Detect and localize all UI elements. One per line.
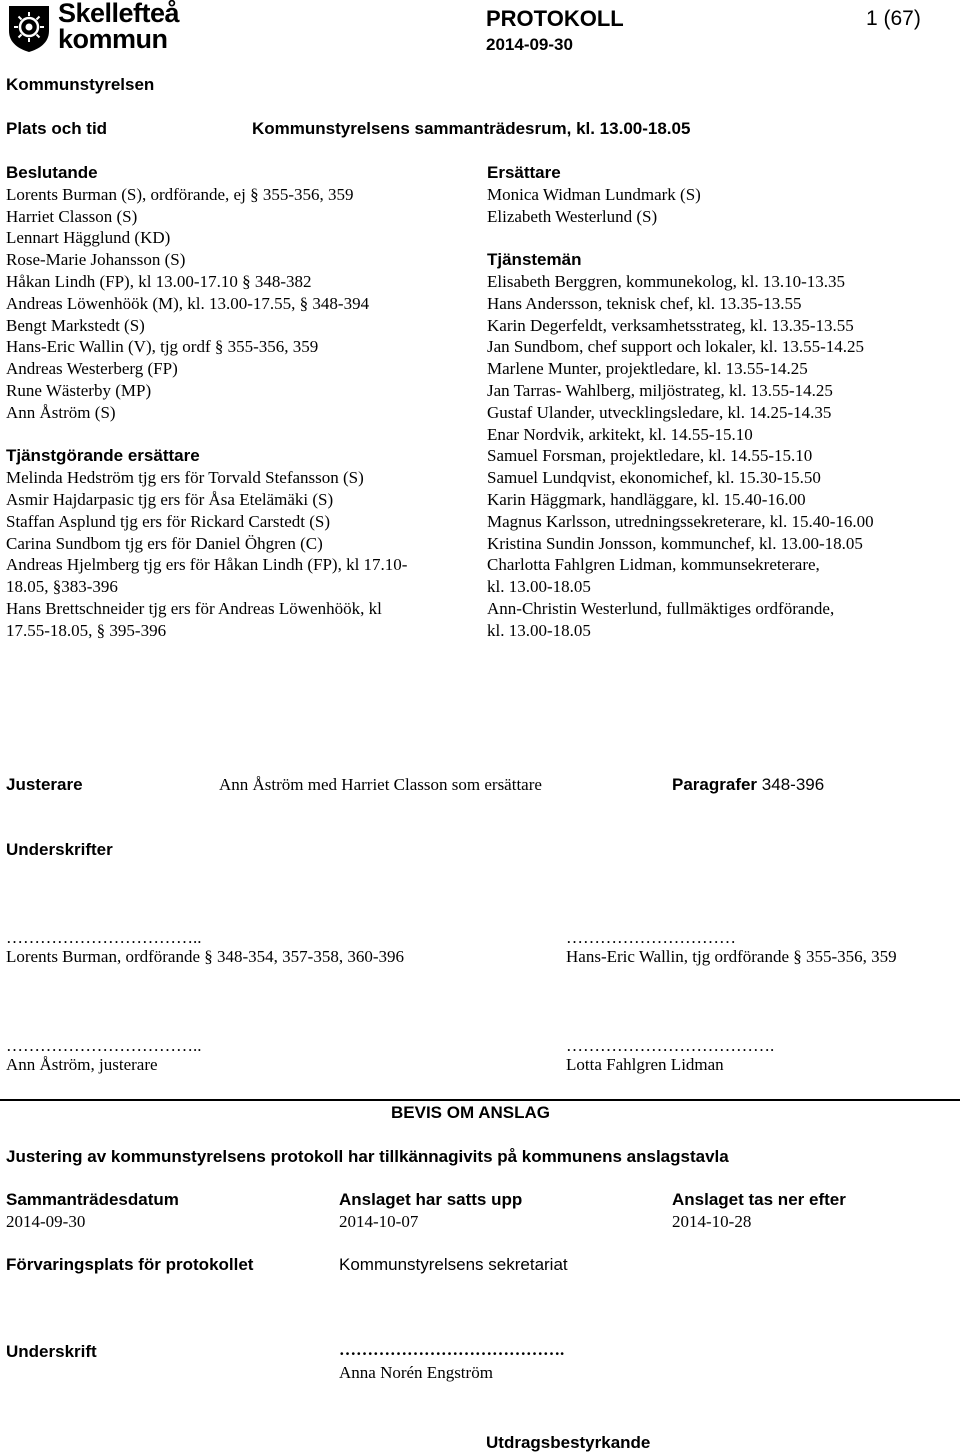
list-item: Karin Häggmark, handläggare, kl. 15.40-16.00: [487, 489, 806, 509]
substitutes-list: [487, 184, 874, 228]
paragraphs-label: Paragrafer: [672, 775, 758, 794]
list-item: Andreas Hjelmberg tjg ers för Håkan Lindh (FP), kl 17.10-: [6, 555, 408, 575]
list-item: Hans Andersson, teknisk chef, kl. 13.35-13.55: [487, 293, 802, 313]
signature-line: ……………………………..: [6, 1036, 202, 1055]
left-column: [6, 162, 407, 642]
doc-type: PROTOKOLL: [486, 6, 624, 31]
list-item: kl. 13.00-18.05: [487, 577, 591, 597]
section-divider: [0, 1099, 960, 1101]
signature-line: ……………………………….: [566, 1036, 775, 1055]
storage-value: Kommunstyrelsens sekretariat: [339, 1255, 568, 1274]
storage-label: Förvaringsplats för protokollet: [6, 1255, 254, 1274]
list-item: Monica Widman Lundmark (S): [487, 184, 701, 204]
notice-statement: Justering av kommunstyrelsens protokoll har tillkännagivits på kommunens anslagstavla: [6, 1147, 729, 1166]
list-item: Kristina Sundin Jonsson, kommunchef, kl. 13.00-18.05: [487, 533, 863, 553]
footer-extract-certification: Utdragsbestyrkande: [486, 1433, 651, 1452]
list-item: Rose-Marie Johansson (S): [6, 250, 186, 270]
list-item: kl. 13.00-18.05: [487, 620, 591, 640]
doc-date: 2014-09-30: [486, 35, 573, 54]
substitutes-heading: Ersättare: [487, 163, 561, 182]
signature-name-chair: Lorents Burman, ordförande § 348-354, 357-358, 360-396: [6, 947, 405, 966]
list-item: Jan Sundbom, chef support och lokaler, kl. 13.55-14.25: [487, 337, 865, 357]
paragraphs-value: 348-396: [761, 775, 825, 794]
list-item: Andreas Löwenhöök (M), kl. 13.00-17.55, § 348-394: [6, 293, 370, 313]
list-item: Elizabeth Westerlund (S): [487, 206, 658, 226]
list-item: Ann-Christin Westerlund, fullmäktiges ordförande,: [487, 598, 835, 618]
list-item: Andreas Westerberg (FP): [6, 359, 178, 379]
list-item: Charlotta Fahlgren Lidman, kommunsekreterare,: [487, 555, 820, 575]
signature-name-acting-chair: Hans-Eric Wallin, tjg ordförande § 355-356, 359: [566, 947, 897, 966]
list-item: Magnus Karlsson, utredningssekreterare, kl. 15.40-16.00: [487, 511, 874, 531]
skelleftea-kommun-logo: [6, 0, 196, 54]
list-item: Marlene Munter, projektledare, kl. 13.55-14.25: [487, 359, 808, 379]
notice-heading: BEVIS OM ANSLAG: [391, 1103, 550, 1122]
officials-list: [487, 271, 874, 642]
decisive-heading: Beslutande: [6, 163, 98, 182]
signature-name-adjuster: Ann Åström, justerare: [6, 1055, 158, 1074]
list-item: Asmir Hajdarpasic tjg ers för Åsa Etelämäki (S): [6, 489, 334, 509]
decisive-list: [6, 184, 407, 424]
list-item: Samuel Lundqvist, ekonomichef, kl. 15.30-15.50: [487, 468, 821, 488]
list-item: Rune Wästerby (MP): [6, 380, 152, 400]
list-item: Melinda Hedström tjg ers för Torvald Stefansson (S): [6, 468, 364, 488]
signature-line: ……………………………..: [6, 928, 202, 947]
logo-text-kommun: kommun: [58, 24, 168, 54]
list-item: Bengt Markstedt (S): [6, 315, 145, 335]
serving-substitutes-list: [6, 467, 407, 641]
right-column: [487, 162, 874, 642]
list-item: Karin Degerfeldt, verksamhetsstrateg, kl. 13.35-13.55: [487, 315, 854, 335]
logo-text-skelleftea: Skellefteå: [58, 0, 180, 28]
meeting-date-value: 2014-09-30: [6, 1212, 86, 1231]
signature-line: …………………………: [566, 928, 736, 947]
list-item: Hans-Eric Wallin (V), tjg ordf § 355-356, 359: [6, 337, 319, 357]
list-item: Lennart Hägglund (KD): [6, 228, 171, 248]
list-item: Lorents Burman (S), ordförande, ej § 355-356, 359: [6, 184, 354, 204]
coat-of-arms-icon: [6, 3, 52, 53]
list-item: Samuel Forsman, projektledare, kl. 14.55-15.10: [487, 446, 813, 466]
signature-name-registrar: Anna Norén Engström: [339, 1363, 493, 1382]
body-name: Kommunstyrelsen: [6, 75, 155, 94]
officials-heading: Tjänstemän: [487, 250, 582, 270]
list-item: 17.55-18.05, § 395-396: [6, 620, 167, 640]
meeting-date-label: Sammanträdesdatum: [6, 1190, 179, 1209]
signature-name-secretary: Lotta Fahlgren Lidman: [566, 1055, 724, 1074]
list-item: Staffan Asplund tjg ers för Rickard Carstedt (S): [6, 511, 331, 531]
serving-substitutes-heading: Tjänstgörande ersättare: [6, 446, 200, 466]
adjuster-label: Justerare: [6, 775, 83, 794]
list-item: Harriet Classon (S): [6, 206, 138, 226]
list-item: 18.05, §383-396: [6, 577, 118, 597]
posted-value: 2014-10-07: [339, 1212, 419, 1231]
adjuster-value: Ann Åström med Harriet Classon som ersättare: [219, 775, 542, 794]
removed-value: 2014-10-28: [672, 1212, 752, 1231]
list-item: Enar Nordvik, arkitekt, kl. 14.55-15.10: [487, 424, 753, 444]
place-value: Kommunstyrelsens sammanträdesrum, kl. 13.00-18.05: [252, 119, 691, 138]
signature-line: ………………………………….: [339, 1340, 565, 1359]
list-item: Carina Sundbom tjg ers för Daniel Öhgren (C): [6, 533, 323, 553]
list-item: Ann Åström (S): [6, 402, 116, 422]
list-item: Gustaf Ulander, utvecklingsledare, kl. 14.25-14.35: [487, 402, 832, 422]
removed-label: Anslaget tas ner efter: [672, 1190, 846, 1209]
list-item: Elisabeth Berggren, kommunekolog, kl. 13.10-13.35: [487, 271, 846, 291]
list-item: Håkan Lindh (FP), kl 13.00-17.10 § 348-382: [6, 271, 312, 291]
signatures-heading: Underskrifter: [6, 840, 113, 859]
paragraphs: [672, 775, 824, 795]
posted-label: Anslaget har satts upp: [339, 1190, 523, 1209]
list-item: Hans Brettschneider tjg ers för Andreas Löwenhöök, kl: [6, 598, 382, 618]
page-number: 1 (67): [866, 7, 921, 30]
place-label: Plats och tid: [6, 119, 108, 138]
list-item: Jan Tarras- Wahlberg, miljöstrateg, kl. 13.55-14.25: [487, 380, 833, 400]
signature-label: Underskrift: [6, 1342, 97, 1361]
